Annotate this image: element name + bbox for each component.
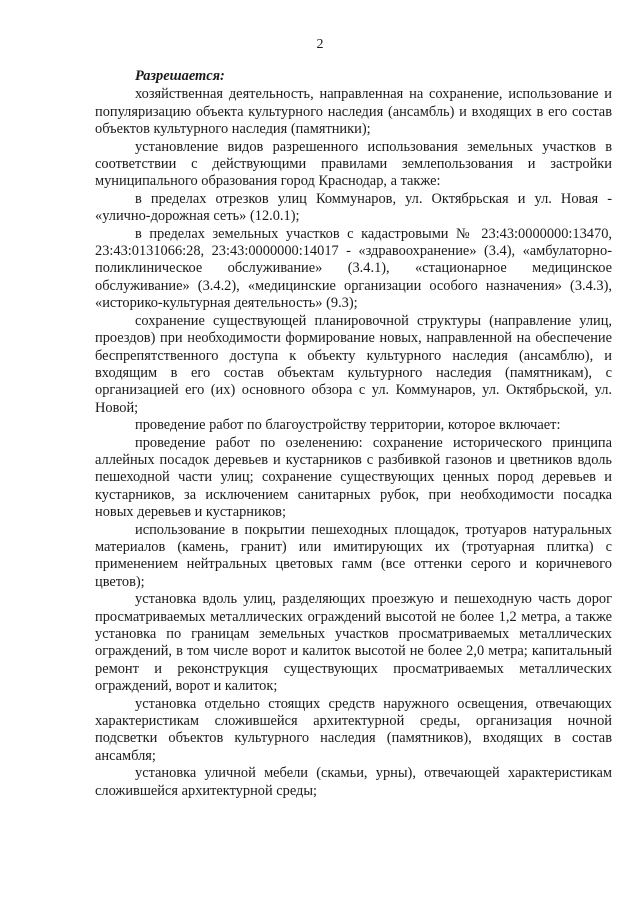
- paragraph-economic-activity: хозяйственная деятельность, направленная на сохранение, использование и популяризацию объекта культурного наследия (ансамбль) и входящих в его состав объектов культурного наследия (памятники);: [95, 86, 612, 138]
- paragraph-greening: проведение работ по озеленению: сохранение исторического принципа аллейных посадок деревьев и кустарников с разбивкой газонов и цветников вдоль пешеходной части улиц; сохранение существующих ценных пород деревьев и кустарников, за исключением санитарных рубок, при необходимости посадка новых деревьев и кустарников;: [95, 434, 612, 521]
- page-number: 2: [316, 37, 324, 52]
- paragraph-street-segments: в пределах отрезков улиц Коммунаров, ул. Октябрьская и ул. Новая - «улично-дорожная сеть» (12.0.1);: [95, 190, 612, 225]
- paragraph-land-use-types: установление видов разрешенного использования земельных участков в соответствии с действующими правилами землепользования и застройки муниципального образования город Краснодар, а также:: [95, 138, 612, 190]
- document-body: [95, 68, 612, 800]
- section-heading: Разрешается:: [135, 68, 225, 84]
- paragraph-street-furniture: установка уличной мебели (скамьи, урны), отвечающей характеристикам сложившейся архитектурной среды;: [95, 765, 612, 799]
- paragraph-cadastral-plots: в пределах земельных участков с кадастровыми № 23:43:0000000:13470, 23:43:0131066:28, 23:43:0000000:14017 - «здравоохранение» (3.4), «амбулаторно-поликлиническое обслуживание» (3.4.1), «стационарное медицинское обслуживание» (3.4.2), «медицинские организации особого назначения» (3.4.3), «историко-культурная деятельность» (9.3);: [95, 225, 612, 312]
- paragraph-metal-fences: установка вдоль улиц, разделяющих проезжую и пешеходную часть дорог просматриваемых металлических ограждений высотой не более 1,2 метра, а также установка по границам земельных участков просматриваемых металлических ограждений, в том числе ворот и калиток высотой не более 2,0 метра; капитальный ремонт и реконструкция существующих просматриваемых металлических ограждений, ворот и калиток;: [95, 591, 612, 695]
- paragraph-outdoor-lighting: установка отдельно стоящих средств наружного освещения, отвечающих характеристикам сложившейся архитектурной среды, организация ночной подсветки объектов культурного наследия (памятников), входящих в состав ансамбля;: [95, 695, 612, 764]
- paragraph-landscaping-works: проведение работ по благоустройству территории, которое включает:: [135, 417, 561, 434]
- paragraph-planning-structure: сохранение существующей планировочной структуры (направление улиц, проездов) при необходимости формирование новых, направленной на обеспечение беспрепятственного доступа к объекту культурного наследия (ансамблю), и входящим в его состав объектам культурного наследия (памятникам), с организацией его (их) основного обзора с ул. Коммунаров, ул. Октябрьской, ул. Новой;: [95, 312, 612, 416]
- paragraph-paving-materials: использование в покрытии пешеходных площадок, тротуаров натуральных материалов (камень, гранит) или имитирующих их (тротуарная плитка) с применением нейтральных цветовых гамм (все оттенки серого и коричневого цветов);: [95, 521, 612, 590]
